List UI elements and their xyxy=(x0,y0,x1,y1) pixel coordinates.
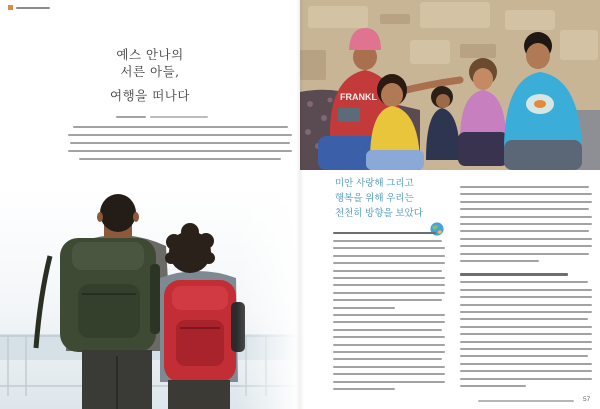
shirt-print: FRANKL xyxy=(340,92,377,102)
body-text-line xyxy=(460,341,592,343)
body-text-line xyxy=(333,358,442,360)
body-text-line xyxy=(333,373,445,375)
body-column-2 xyxy=(460,186,592,398)
title-line-1: 예스 안나의 xyxy=(116,47,184,62)
body-text-line xyxy=(460,223,592,225)
body-text-line xyxy=(68,150,292,152)
footer-running-title xyxy=(478,400,574,402)
body-text-line xyxy=(460,216,592,218)
body-text-line xyxy=(70,142,290,144)
body-text-line xyxy=(333,314,445,316)
pull-quote-line-2: 행복을 위해 우리는 xyxy=(335,193,414,204)
body-text-line xyxy=(333,388,395,390)
body-text-line xyxy=(333,336,445,338)
body-heading-line xyxy=(460,273,568,275)
body-text-line xyxy=(333,270,442,272)
spread-gutter xyxy=(296,0,304,409)
body-text-line xyxy=(460,378,592,380)
body-text-line xyxy=(460,260,539,262)
body-text-line xyxy=(460,253,589,255)
body-text-line xyxy=(460,245,592,247)
body-text-line xyxy=(460,355,588,357)
photo-children-couch xyxy=(300,0,600,170)
body-text-line xyxy=(333,307,395,309)
body-text-line xyxy=(460,238,592,240)
body-text-line xyxy=(460,363,592,365)
body-text-line xyxy=(333,321,445,323)
body-text-line xyxy=(460,193,592,195)
photo-boys-backpacks xyxy=(0,186,300,409)
pull-quote-line-1: 미안 사랑해 그리고 xyxy=(335,178,414,189)
body-heading-line xyxy=(333,232,436,234)
body-text-line xyxy=(73,126,288,128)
body-text-line xyxy=(460,318,588,320)
byline-credit xyxy=(150,116,208,118)
body-text-line xyxy=(460,296,592,298)
section-header-text xyxy=(16,7,50,10)
body-text-line xyxy=(333,351,445,353)
page-number: 57 xyxy=(583,396,591,403)
section-header-mark xyxy=(8,5,13,10)
article-title xyxy=(60,46,240,104)
body-text-line xyxy=(333,381,445,383)
body-text-line xyxy=(333,277,445,279)
body-text-line xyxy=(333,284,445,286)
title-line-2: 서른 아들, xyxy=(120,64,180,79)
lead-paragraph xyxy=(68,126,292,171)
right-page xyxy=(300,0,600,409)
body-text-line xyxy=(460,230,589,232)
body-text-line xyxy=(333,255,445,257)
pull-quote xyxy=(335,176,455,221)
body-text-line xyxy=(460,333,592,335)
body-text-line xyxy=(333,299,442,301)
body-text-line xyxy=(333,344,445,346)
byline-author xyxy=(116,116,146,118)
pull-quote-line-3: 천천히 방향을 보았다 xyxy=(335,208,423,219)
body-text-line xyxy=(333,366,445,368)
body-text-line xyxy=(333,329,442,331)
body-text-line xyxy=(460,281,588,283)
body-text-line xyxy=(460,311,592,313)
body-column-1 xyxy=(333,232,445,398)
body-text-line xyxy=(460,208,589,210)
body-text-line xyxy=(460,186,589,188)
body-text-line xyxy=(333,240,442,242)
body-text-line xyxy=(460,370,592,372)
body-text-line xyxy=(460,289,592,291)
body-text-line xyxy=(333,262,445,264)
body-text-line xyxy=(333,292,445,294)
body-text-line xyxy=(79,158,281,160)
title-line-3: 여행을 떠나다 xyxy=(110,88,190,103)
body-text-line xyxy=(68,134,292,136)
body-text-line xyxy=(460,326,592,328)
body-text-line xyxy=(460,304,592,306)
body-text-line xyxy=(460,385,526,387)
body-text-line xyxy=(460,348,592,350)
body-text-line xyxy=(333,247,445,249)
body-text-line xyxy=(460,201,592,203)
